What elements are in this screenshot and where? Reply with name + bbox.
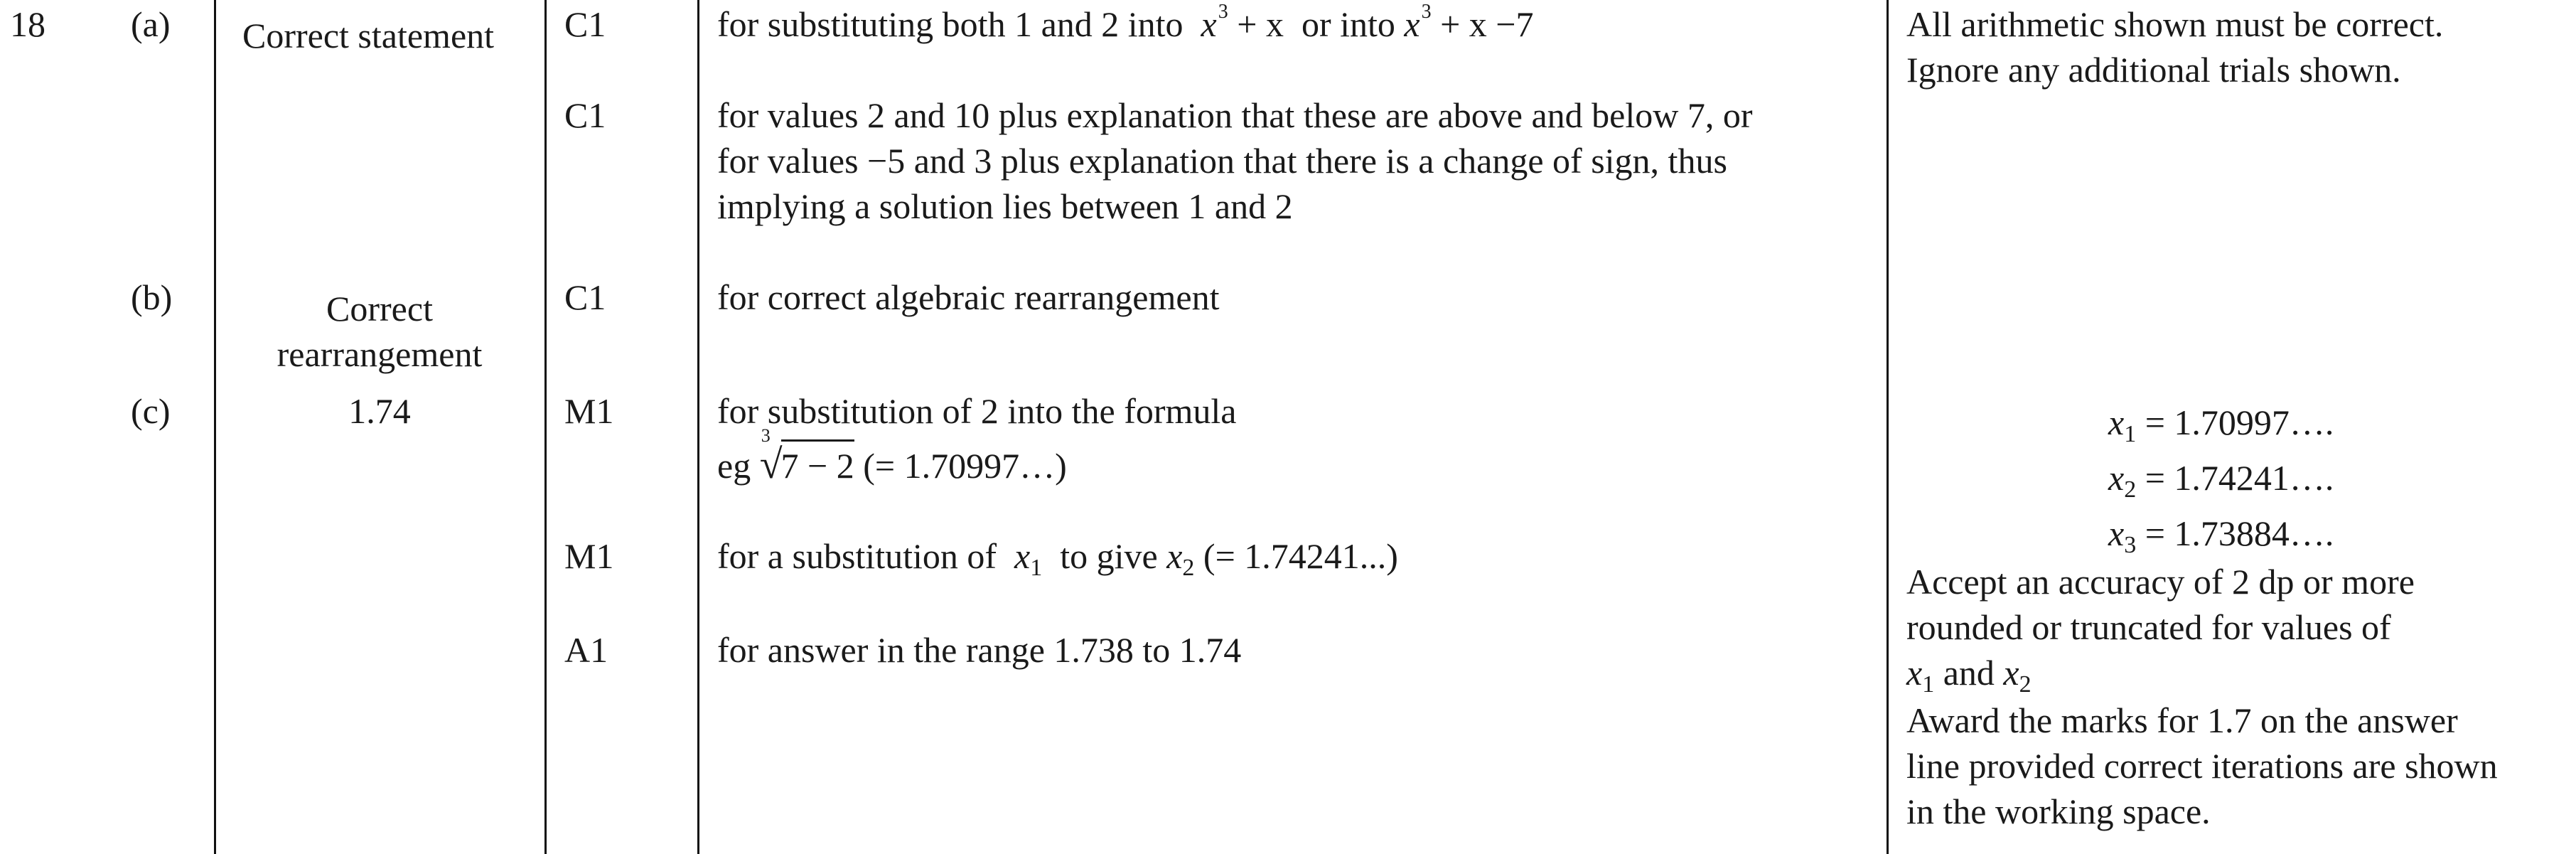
- part-c-accept-line1: Accept an accuracy of 2 dp or more: [1906, 562, 2415, 602]
- iteration-3-value: = 1.73884….: [2145, 513, 2334, 553]
- part-b-mark1-code: C1: [564, 277, 606, 317]
- part-a-mark2-code: C1: [564, 95, 606, 135]
- cube-root-radicand: 7 − 2: [781, 439, 854, 489]
- column-divider-2: [544, 0, 547, 854]
- iteration-2-sub: 2: [2124, 476, 2137, 503]
- accept-var1: x: [1906, 653, 1923, 693]
- part-a-mark1-expr1-tail: + x: [1228, 4, 1284, 44]
- part-c-mark2-sub1: 1: [1030, 555, 1043, 581]
- iteration-1-var: x: [2108, 402, 2125, 442]
- part-c-mark1-line1: for substitution of 2 into the formula: [717, 391, 1237, 431]
- part-c-mark2-suffix: (= 1.74241...): [1203, 536, 1398, 576]
- cube-root: [759, 425, 854, 489]
- part-c-mark1-eg: eg: [717, 446, 751, 486]
- part-c-accept-line2: rounded or truncated for values of: [1906, 607, 2391, 647]
- iteration-row-3: [2108, 511, 2334, 556]
- radical-sign-icon: √: [759, 441, 783, 487]
- part-c-mark3-text: for answer in the range 1.738 to 1.74: [717, 630, 1242, 670]
- part-c-accept-line3: [1906, 650, 2032, 698]
- part-c-mark2-var1: x: [1014, 536, 1031, 576]
- iteration-row-1: [2108, 400, 2334, 445]
- part-c-mark2-prefix: for a substitution of: [717, 536, 997, 576]
- part-a-answer: Correct statement: [242, 16, 495, 55]
- part-c-award-line2: line provided correct iterations are shown: [1906, 746, 2498, 786]
- part-a-mark1-expr2-var: x: [1404, 4, 1420, 44]
- accept-var2: x: [2003, 653, 2019, 693]
- part-a-mark1-code: C1: [564, 4, 606, 44]
- column-divider-4: [1887, 0, 1889, 854]
- cube-root-index: 3: [761, 425, 771, 446]
- part-b-mark1-text: for correct algebraic rearrangement: [717, 277, 1220, 317]
- iteration-1-value: = 1.70997….: [2145, 402, 2334, 442]
- part-a-mark1-prefix: for substituting both 1 and 2 into: [717, 4, 1184, 44]
- part-a-mark2-line1: for values 2 and 10 plus explanation that these are above and below 7, or: [717, 95, 1753, 135]
- iteration-3-var: x: [2108, 513, 2125, 553]
- part-c-mark1-example: [717, 425, 1067, 489]
- accept-sub1: 1: [1922, 671, 1935, 698]
- iteration-3-sub: 3: [2124, 532, 2137, 558]
- part-b-answer-line2: rearrangement: [277, 334, 483, 374]
- iteration-row-2: [2108, 455, 2334, 501]
- part-a-mark1-expr2-tail: + x −7: [1431, 4, 1534, 44]
- part-c-award-line3: in the working space.: [1906, 791, 2211, 831]
- part-c-mark2-middle: to give: [1060, 536, 1158, 576]
- part-a-mark1-text: [717, 1, 1534, 47]
- part-b-label: (b): [131, 277, 173, 317]
- part-c-label: (c): [131, 391, 171, 431]
- part-c-answer: 1.74: [348, 391, 411, 431]
- part-a-mark2-line2: for values −5 and 3 plus explanation that there is a change of sign, thus: [717, 141, 1727, 181]
- accept-sub2: 2: [2019, 671, 2032, 698]
- part-c-mark3-code: A1: [564, 630, 608, 670]
- part-c-mark1-code: M1: [564, 391, 614, 431]
- part-c-mark2-var2: x: [1166, 536, 1183, 576]
- part-c-mark2-sub2: 2: [1182, 555, 1195, 581]
- part-a-mark2-line3: implying a solution lies between 1 and 2: [717, 186, 1293, 226]
- part-c-mark1-eg-suffix: (= 1.70997…): [863, 446, 1067, 486]
- part-a-note-1: All arithmetic shown must be correct.: [1906, 4, 2444, 44]
- part-c-mark2-code: M1: [564, 536, 614, 576]
- part-c-award-line1: Award the marks for 1.7 on the answer: [1906, 700, 2458, 740]
- part-a-label: (a): [131, 4, 171, 44]
- part-a-mark1-expr2-exp: 3: [1421, 1, 1432, 23]
- part-a-mark1-middle: or into: [1301, 4, 1395, 44]
- iteration-2-value: = 1.74241….: [2145, 458, 2334, 498]
- part-a-note-2: Ignore any additional trials shown.: [1906, 50, 2401, 90]
- iteration-1-sub: 1: [2124, 421, 2137, 447]
- part-b-answer-line1: Correct: [326, 289, 433, 329]
- part-a-mark1-expr1-exp: 3: [1218, 1, 1228, 23]
- question-number: 18: [10, 4, 45, 44]
- accept-and: and: [1943, 653, 1995, 693]
- column-divider-3: [697, 0, 699, 854]
- part-c-mark2-text: [717, 533, 1398, 579]
- iteration-2-var: x: [2108, 458, 2125, 498]
- part-a-mark1-expr1-var: x: [1201, 4, 1217, 44]
